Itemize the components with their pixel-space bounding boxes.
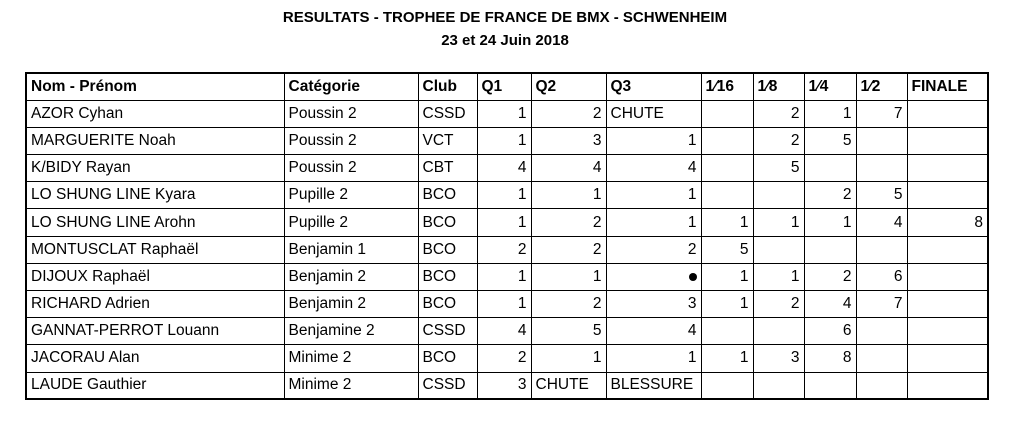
cell-category: Poussin 2 [284,155,418,182]
cell-1-8: 2 [753,127,804,154]
cell-q1: 1 [477,263,531,290]
cell-q3: 1 [606,345,701,372]
cell-q3: 1 [606,182,701,209]
cell-q3: 2 [606,236,701,263]
cell-finale [907,291,988,318]
table-row [26,100,988,127]
cell-1-4: 5 [804,127,856,154]
cell-1-4: 8 [804,345,856,372]
cell-club: BCO [418,291,477,318]
cell-category: Benjamin 1 [284,236,418,263]
table-row [26,372,988,399]
cell-category: Benjamin 2 [284,291,418,318]
cell-q1: 4 [477,318,531,345]
cell-q2: 2 [531,236,606,263]
cell-finale: 8 [907,209,988,236]
cell-category: Pupille 2 [284,209,418,236]
cell-q3 [606,263,701,290]
cell-1-16 [701,372,753,399]
cell-name: MARGUERITE Noah [26,127,284,154]
cell-1-2 [856,155,907,182]
cell-q3: BLESSURE [606,372,701,399]
cell-q1: 1 [477,100,531,127]
cell-name: LAUDE Gauthier [26,372,284,399]
table-header-row [26,73,988,100]
cell-1-8: 5 [753,155,804,182]
cell-1-2: 7 [856,291,907,318]
cell-1-4 [804,372,856,399]
results-table [25,72,989,400]
cell-1-4: 6 [804,318,856,345]
cell-q2: 2 [531,100,606,127]
cell-name: JACORAU Alan [26,345,284,372]
cell-q2: 5 [531,318,606,345]
cell-finale [907,127,988,154]
table-row [26,236,988,263]
cell-finale [907,263,988,290]
cell-1-2 [856,318,907,345]
cell-name: AZOR Cyhan [26,100,284,127]
cell-1-2: 4 [856,209,907,236]
col-header-q1: Q1 [477,73,531,100]
col-header-1-4: 1⁄4 [804,73,856,100]
cell-1-8: 2 [753,291,804,318]
cell-q2: CHUTE [531,372,606,399]
cell-club: CSSD [418,100,477,127]
cell-club: CBT [418,155,477,182]
cell-1-4: 1 [804,100,856,127]
table-row [26,155,988,182]
cell-q1: 1 [477,127,531,154]
cell-name: LO SHUNG LINE Kyara [26,182,284,209]
cell-1-4: 1 [804,209,856,236]
cell-q2: 4 [531,155,606,182]
col-header-q3: Q3 [606,73,701,100]
table-row [26,182,988,209]
table-row [26,127,988,154]
cell-1-4: 2 [804,182,856,209]
cell-q3: 1 [606,127,701,154]
cell-club: BCO [418,209,477,236]
cell-category: Minime 2 [284,372,418,399]
cell-1-8: 3 [753,345,804,372]
table-row [26,209,988,236]
cell-1-16: 1 [701,345,753,372]
cell-q3: 3 [606,291,701,318]
cell-name: GANNAT-PERROT Louann [26,318,284,345]
cell-1-8 [753,182,804,209]
cell-1-16: 1 [701,291,753,318]
cell-q1: 2 [477,345,531,372]
cell-1-4: 2 [804,263,856,290]
cell-q2: 2 [531,291,606,318]
cell-1-4 [804,155,856,182]
cell-category: Pupille 2 [284,182,418,209]
cell-finale [907,155,988,182]
cell-name: MONTUSCLAT Raphaël [26,236,284,263]
cell-q2: 3 [531,127,606,154]
cell-1-8: 1 [753,209,804,236]
col-header-1-2: 1⁄2 [856,73,907,100]
cell-1-2 [856,236,907,263]
cell-q1: 1 [477,182,531,209]
col-header-category: Catégorie [284,73,418,100]
cell-1-16 [701,318,753,345]
table-row [26,263,988,290]
cell-q3: 4 [606,318,701,345]
cell-1-8: 2 [753,100,804,127]
cell-club: BCO [418,345,477,372]
document-title: RESULTATS - TROPHEE DE FRANCE DE BMX - SCHWENHEIM [282,9,728,26]
cell-finale [907,182,988,209]
cell-1-16: 1 [701,263,753,290]
cell-finale [907,100,988,127]
col-header-club: Club [418,73,477,100]
table-row [26,291,988,318]
cell-1-16 [701,100,753,127]
cell-name: RICHARD Adrien [26,291,284,318]
cell-q3: 4 [606,155,701,182]
cell-1-2: 7 [856,100,907,127]
cell-1-8: 1 [753,263,804,290]
cell-finale [907,345,988,372]
table-row [26,318,988,345]
cell-1-4 [804,236,856,263]
cell-1-2 [856,345,907,372]
cell-club: VCT [418,127,477,154]
col-header-q2: Q2 [531,73,606,100]
cell-q2: 2 [531,209,606,236]
bullet-mark-icon [689,273,697,281]
cell-1-2 [856,372,907,399]
col-header-name: Nom - Prénom [26,73,284,100]
cell-1-8 [753,318,804,345]
cell-q2: 1 [531,263,606,290]
cell-club: BCO [418,182,477,209]
cell-1-16 [701,182,753,209]
cell-1-16 [701,155,753,182]
table-row [26,345,988,372]
cell-club: CSSD [418,372,477,399]
cell-club: CSSD [418,318,477,345]
cell-q2: 1 [531,182,606,209]
cell-q1: 1 [477,291,531,318]
cell-club: BCO [418,236,477,263]
cell-name: LO SHUNG LINE Arohn [26,209,284,236]
cell-category: Benjamine 2 [284,318,418,345]
cell-name: DIJOUX Raphaël [26,263,284,290]
cell-1-2: 5 [856,182,907,209]
cell-1-16: 5 [701,236,753,263]
col-header-1-16: 1⁄16 [701,73,753,100]
cell-q1: 3 [477,372,531,399]
cell-q1: 2 [477,236,531,263]
cell-1-2 [856,127,907,154]
cell-category: Poussin 2 [284,127,418,154]
cell-finale [907,318,988,345]
cell-category: Poussin 2 [284,100,418,127]
cell-q1: 4 [477,155,531,182]
col-header-finale: FINALE [907,73,988,100]
cell-1-2: 6 [856,263,907,290]
cell-club: BCO [418,263,477,290]
cell-category: Minime 2 [284,345,418,372]
cell-q1: 1 [477,209,531,236]
cell-1-4: 4 [804,291,856,318]
cell-category: Benjamin 2 [284,263,418,290]
cell-1-16: 1 [701,209,753,236]
cell-q3: 1 [606,209,701,236]
cell-1-16 [701,127,753,154]
cell-1-8 [753,372,804,399]
cell-q3: CHUTE [606,100,701,127]
cell-q2: 1 [531,345,606,372]
cell-finale [907,372,988,399]
col-header-1-8: 1⁄8 [753,73,804,100]
cell-name: K/BIDY Rayan [26,155,284,182]
cell-1-8 [753,236,804,263]
document-date: 23 et 24 Juin 2018 [441,32,569,49]
cell-finale [907,236,988,263]
